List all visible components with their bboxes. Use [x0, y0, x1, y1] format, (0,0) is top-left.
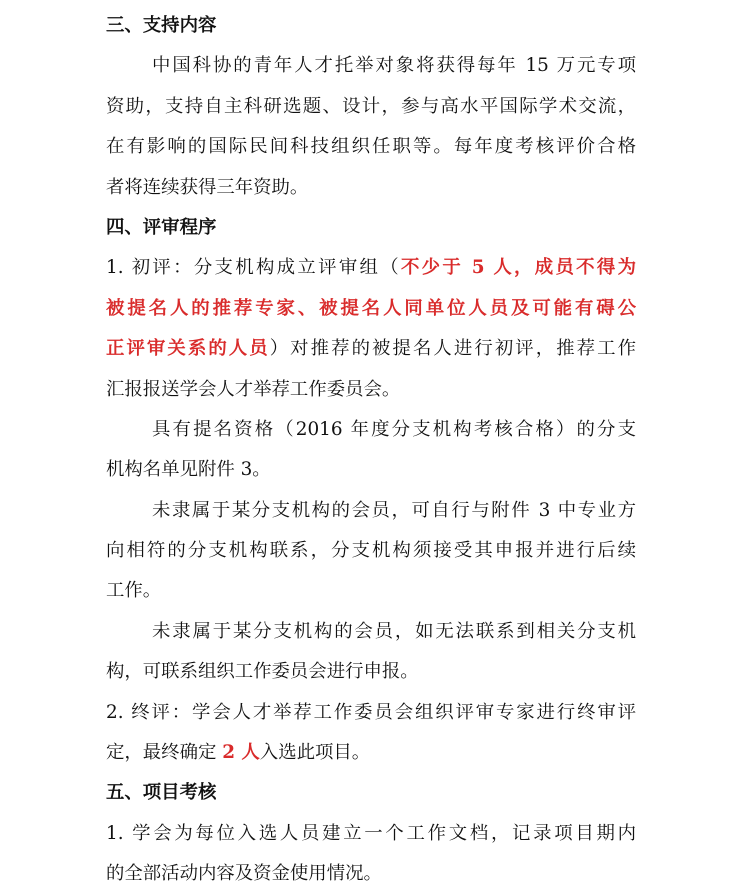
review-step1-highlight: 不少于 5 人，成员不得为 — [400, 257, 636, 279]
review-para2-line-1: 具有提名资格（2016 年度分支机构考核合格）的分支 — [152, 418, 636, 440]
review-para3-line-2: 向相符的分支机构联系，分支机构须接受其申报并进行后续 — [106, 540, 636, 562]
assessment-line-1: 1. 学会为每位入选人员建立一个工作文档，记录项目期内 — [106, 822, 636, 844]
review-step1-text: ）对推荐的被提名人进行初评，推荐工作 — [269, 338, 636, 360]
review-step1-line-4: 汇报报送学会人才举荐工作委员会。 — [106, 378, 401, 400]
review-step1-line-2 — [106, 289, 636, 329]
assessment-line-2: 的全部活动内容及资金使用情况。 — [106, 863, 382, 885]
support-line-4: 者将连续获得三年资助。 — [106, 176, 309, 198]
support-line-2: 资助，支持自主科研选题、设计，参与高水平国际学术交流， — [106, 95, 636, 117]
review-step2-line-1: 2. 终评：学会人才举荐工作委员会组织评审专家进行终审评 — [106, 701, 636, 723]
review-step1-highlight: 被提名人的推荐专家、被提名人同单位人员及可能有碍公 — [106, 297, 636, 319]
support-line-3: 在有影响的国际民间科技组织任职等。每年度考核评价合格 — [106, 136, 636, 158]
review-step1-line-3 — [106, 329, 636, 369]
review-para3-line-1: 未隶属于某分支机构的会员，可自行与附件 3 中专业方 — [152, 499, 636, 521]
section-heading-assessment: 五、项目考核 — [106, 782, 217, 804]
review-para4-line-2: 构，可联系组织工作委员会进行申报。 — [106, 661, 419, 683]
review-para3-line-3: 工作。 — [106, 580, 162, 602]
review-step1-line-1 — [106, 248, 636, 288]
review-step2-line-2 — [106, 733, 636, 773]
review-step1-highlight: 正评审关系的人员 — [106, 338, 270, 360]
review-para4-line-1: 未隶属于某分支机构的会员，如无法联系到相关分支机 — [152, 620, 636, 642]
section-heading-review: 四、评审程序 — [106, 216, 217, 238]
review-step2-highlight: 2 人 — [222, 742, 260, 764]
review-para2-line-2: 机构名单见附件 3。 — [106, 459, 271, 481]
review-step2-text: 定，最终确定 — [106, 742, 223, 764]
review-step1-text: 1. 初评：分支机构成立评审组（ — [106, 257, 401, 279]
review-step2-text: 入选此项目。 — [259, 742, 371, 764]
section-heading-support: 三、支持内容 — [106, 15, 217, 36]
support-line-1: 中国科协的青年人才托举对象将获得每年 15 万元专项 — [152, 55, 636, 77]
